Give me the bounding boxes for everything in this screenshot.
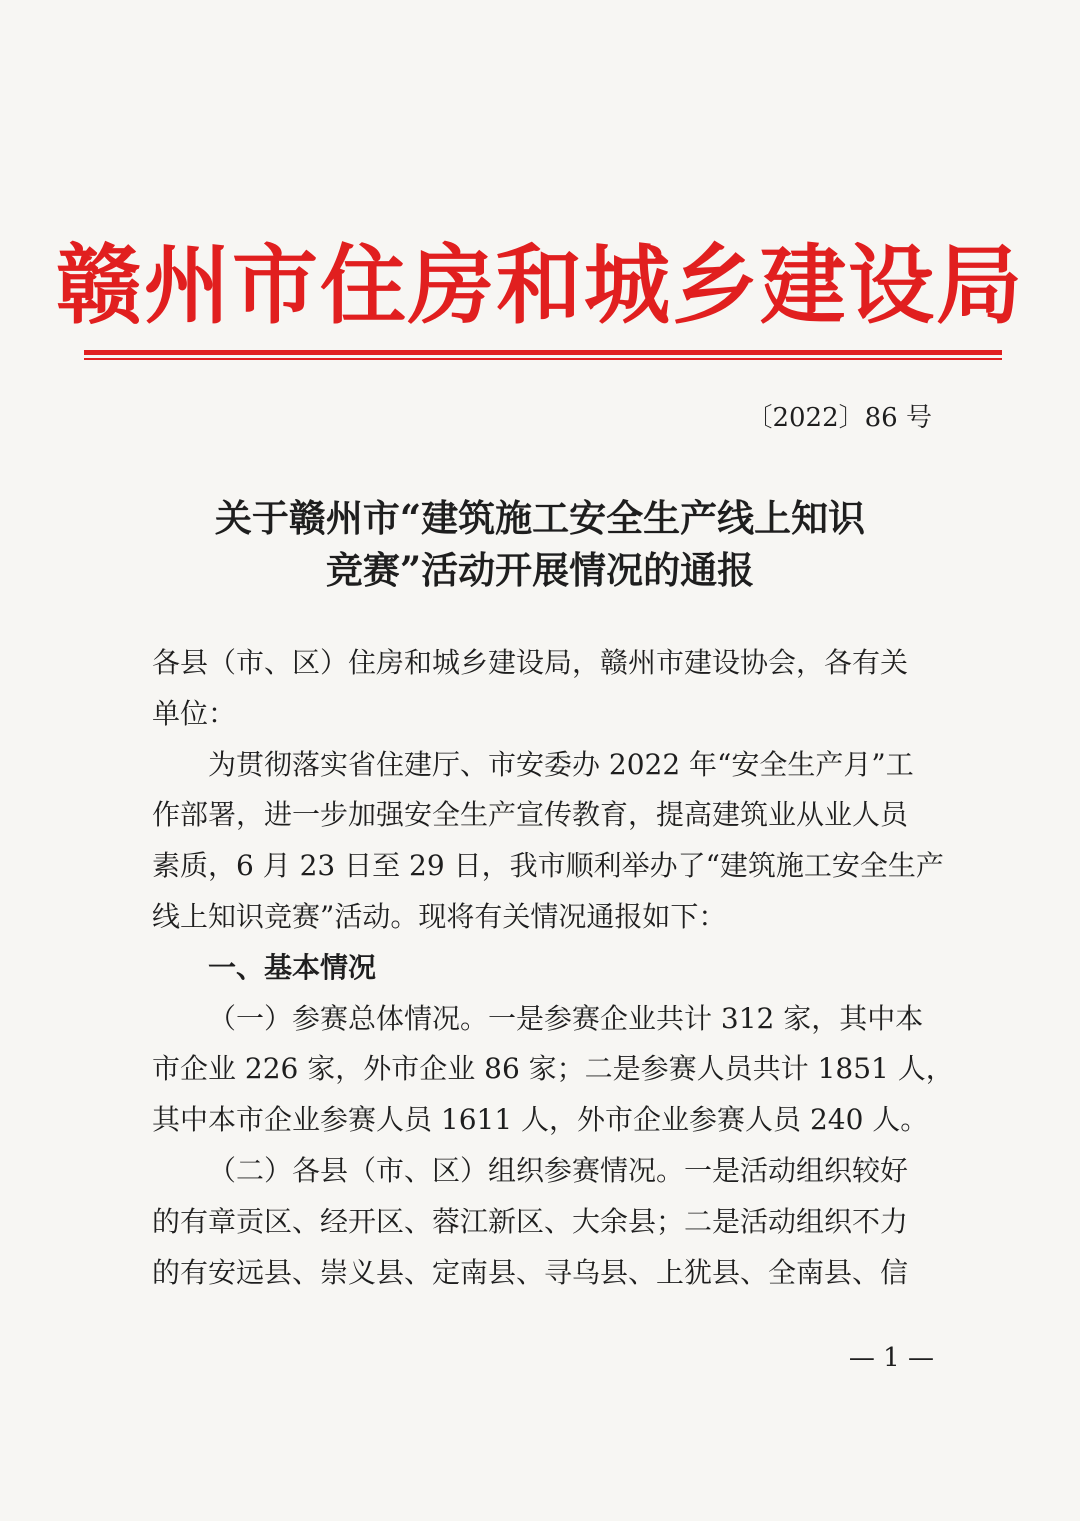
body-paragraph-line: 其中本市企业参赛人员 1611 人，外市企业参赛人员 240 人。 — [152, 1103, 929, 1137]
addressee-line: 各县（市、区）住房和城乡建设局，赣州市建设协会，各有关 — [152, 646, 909, 679]
body-paragraph-line: 作部署，进一步加强安全生产宣传教育，提高建筑业从业人员 — [152, 798, 909, 832]
body-paragraph-line: 线上知识竞赛”活动。现将有关情况通报如下： — [152, 899, 727, 933]
page-number: — 1 — — [848, 1343, 934, 1373]
document-title — [0, 492, 1080, 596]
document-number: 〔2022〕86 号 — [746, 403, 932, 433]
document-title-line-2: 竞赛”活动开展情况的通报 — [325, 548, 755, 592]
body-paragraph-line: （二）各县（市、区）组织参赛情况。一是活动组织较好 — [208, 1153, 909, 1187]
letterhead-red-rule-thick — [84, 350, 1002, 355]
addressee-line: 单位： — [152, 696, 237, 730]
letterhead-red-rule-thin — [84, 358, 1002, 360]
body-paragraph-line: 的有安远县、崇义县、定南县、寻乌县、上犹县、全南县、信 — [152, 1255, 909, 1289]
section-heading: 一、基本情况 — [208, 950, 377, 984]
letterhead-org-name: 赣州市住房和城乡建设局 — [56, 236, 1024, 336]
document-title-line-1: 关于赣州市“建筑施工安全生产线上知识 — [214, 496, 866, 540]
body-paragraph-line: 的有章贡区、经开区、蓉江新区、大余县；二是活动组织不力 — [152, 1204, 909, 1238]
document-body — [152, 638, 954, 1298]
body-paragraph-line: 为贯彻落实省住建厅、市安委办 2022 年“安全生产月”工 — [208, 747, 914, 781]
body-paragraph-line: 素质，6 月 23 日至 29 日，我市顺利举办了“建筑施工安全生产 — [152, 849, 944, 883]
body-paragraph-line: （一）参赛总体情况。一是参赛企业共计 312 家，其中本 — [208, 1001, 924, 1035]
body-paragraph-line: 市企业 226 家，外市企业 86 家；二是参赛人员共计 1851 人， — [152, 1052, 954, 1086]
